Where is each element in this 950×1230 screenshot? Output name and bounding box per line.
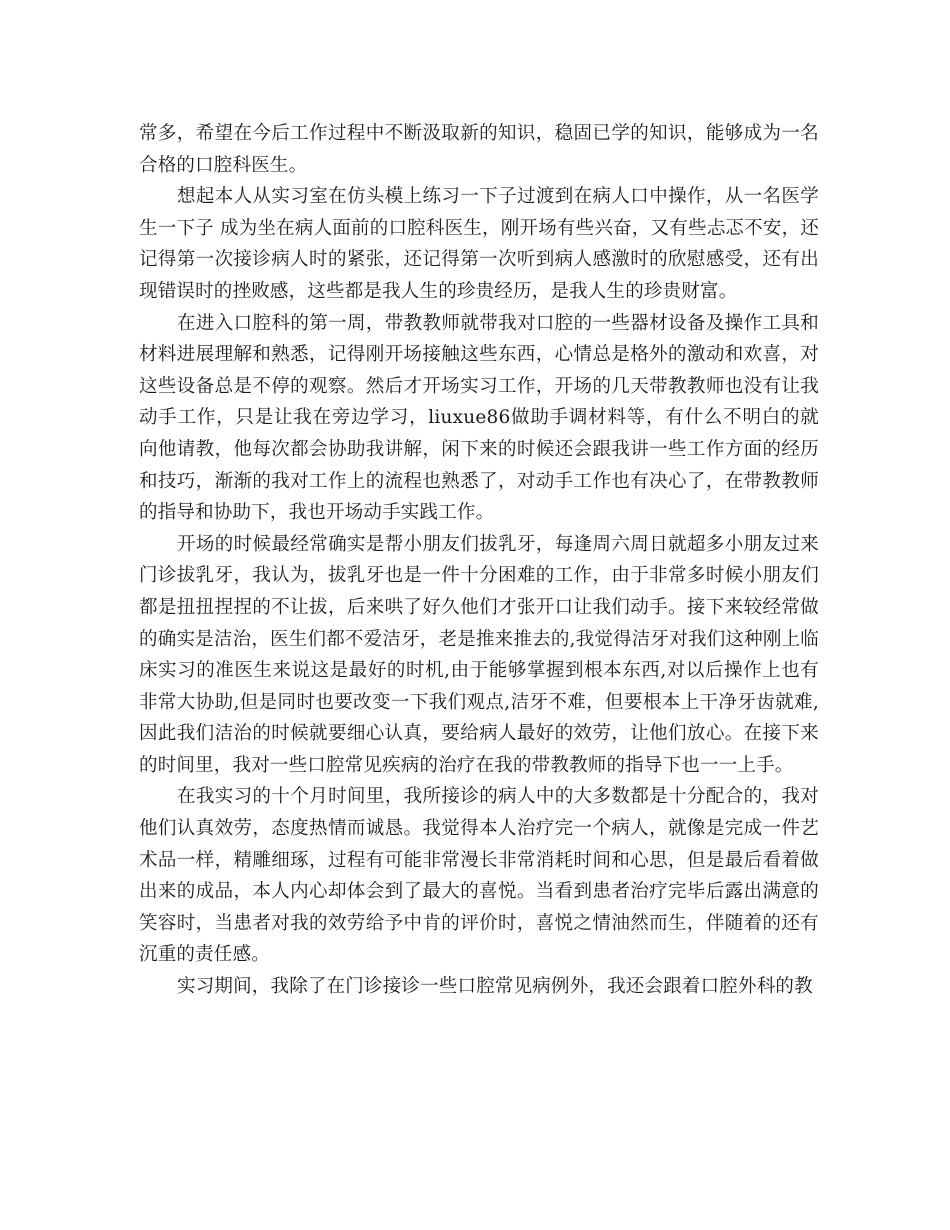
paragraph-1: 常多，希望在今后工作过程中不断汲取新的知识，稳固已学的知识，能够成为一名合格的口腔科医生。: [139, 123, 819, 176]
paragraph-4: 开场的时候最经常确实是帮小朋友们拔乳牙，每逢周六周日就超多小朋友过来门诊拔乳牙，我认为，拔乳牙也是一件十分困难的工作，由于非常多时候小朋友们都是扭扭捏捏的不让拔，后来哄了好久他们才张开口让我们动手。接下来较经常做的确实是洁治，医生们都不爱洁牙，老是推来推去的,我觉得洁牙对我们这种刚上临床实习的准医生来说这是最好的时机,由于能够掌握到根本东西,对以后操作上也有非常大协助,但是同时也要改变一下我们观点,洁牙不难，但要根本上干净牙齿就难,因此我们洁治的时候就要细心认真，要给病人最好的效劳，让他们放心。在接下来的时间里，我对一些口腔常见疾病的治疗在我的带教教师的指导下也一一上手。: [139, 533, 819, 776]
paragraph-3: 在进入口腔科的第一周，带教教师就带我对口腔的一些器材设备及操作工具和材料进展理解和熟悉，记得刚开场接触这些东西，心情总是格外的激动和欢喜，对这些设备总是不停的观察。然后才开场实习工作，开场的几天带教教师也没有让我动手工作，只是让我在旁边学习，liuxue86做助手调材料等，有什么不明白的就向他请教，他每次都会协助我讲解，闲下来的时候还会跟我讲一些工作方面的经历和技巧，渐渐的我对工作上的流程也熟悉了，对动手工作也有决心了，在带教教师的指导和协助下，我也开场动手实践工作。: [139, 312, 819, 524]
paragraph-6: 实习期间，我除了在门诊接诊一些口腔常见病例外，我还会跟着口腔外科的教: [177, 976, 813, 998]
paragraph-2: 想起本人从实习室在仿头模上练习一下子过渡到在病人口中操作，从一名医学生一下子 成为坐在病人面前的口腔科医生，刚开场有些兴奋，又有些忐忑不安，还记得第一次接诊病人时的紧张，还记得第一次听到病人感激时的欣慰感受，还有出现错误时的挫败感，这些都是我人生的珍贵经历，是我人生的珍贵财富。: [139, 186, 819, 302]
document-body: [139, 118, 819, 1003]
paragraph-5: 在我实习的十个月时间里，我所接诊的病人中的大多数都是十分配合的，我对他们认真效劳，态度热情而诚恳。我觉得本人治疗完一个病人，就像是完成一件艺术品一样，精雕细琢，过程有可能非常漫长非常消耗时间和心思，但是最后看着做出来的成品，本人内心却体会到了最大的喜悦。当看到患者治疗完毕后露出满意的笑容时，当患者对我的效劳给予中肯的评价时，喜悦之情油然而生，伴随着的还有沉重的责任感。: [139, 786, 819, 966]
